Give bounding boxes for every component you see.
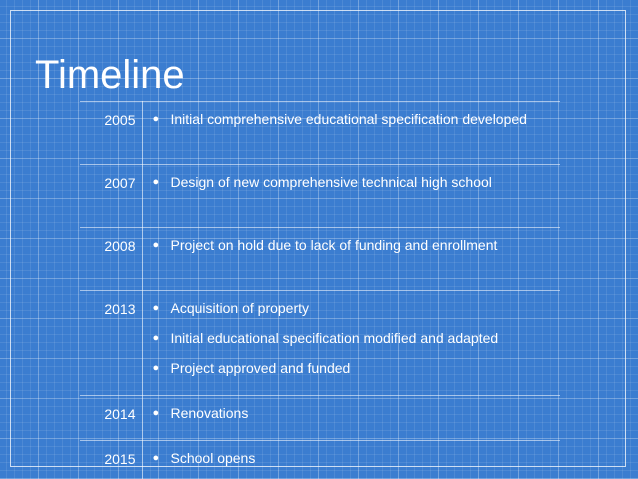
year-cell: 2014	[80, 396, 142, 441]
bullet-icon: ●	[152, 332, 160, 344]
event-item	[153, 404, 561, 422]
slide-title: Timeline	[35, 53, 185, 97]
event-text: Renovations	[170, 405, 249, 421]
bullet-icon: ●	[152, 302, 160, 314]
timeline-row	[80, 291, 560, 396]
event-text: Design of new comprehensive technical high school	[170, 174, 492, 190]
event-text: Project approved and funded	[170, 360, 351, 376]
event-text: Project on hold due to lack of funding and enrollment	[170, 237, 498, 253]
bullet-icon: ●	[152, 113, 160, 125]
event-text: Acquisition of property	[170, 300, 310, 316]
events-cell	[142, 102, 560, 165]
events-cell	[142, 441, 560, 479]
timeline-row	[80, 396, 560, 441]
timeline-row	[80, 228, 560, 291]
event-item	[153, 299, 561, 317]
year-cell: 2005	[80, 102, 142, 165]
event-item	[153, 359, 561, 377]
event-text: School opens	[170, 450, 256, 466]
year-cell: 2015	[80, 441, 142, 479]
event-item	[153, 449, 561, 467]
events-cell	[142, 396, 560, 441]
bullet-icon: ●	[152, 362, 160, 374]
timeline-table	[80, 101, 560, 479]
event-item	[153, 236, 561, 254]
event-text: Initial comprehensive educational specification developed	[170, 111, 527, 127]
events-cell	[142, 165, 560, 228]
events-cell	[142, 228, 560, 291]
year-cell: 2007	[80, 165, 142, 228]
event-item	[153, 329, 561, 347]
event-text: Initial educational specification modified and adapted	[170, 330, 499, 346]
bullet-icon: ●	[152, 176, 160, 188]
event-item	[153, 173, 561, 191]
event-item	[153, 110, 561, 128]
timeline-row	[80, 102, 560, 165]
bullet-icon: ●	[152, 452, 160, 464]
year-cell: 2008	[80, 228, 142, 291]
timeline-row	[80, 165, 560, 228]
bullet-icon: ●	[152, 407, 160, 419]
year-cell: 2013	[80, 291, 142, 396]
timeline-row	[80, 441, 560, 479]
events-cell	[142, 291, 560, 396]
bullet-icon: ●	[152, 239, 160, 251]
